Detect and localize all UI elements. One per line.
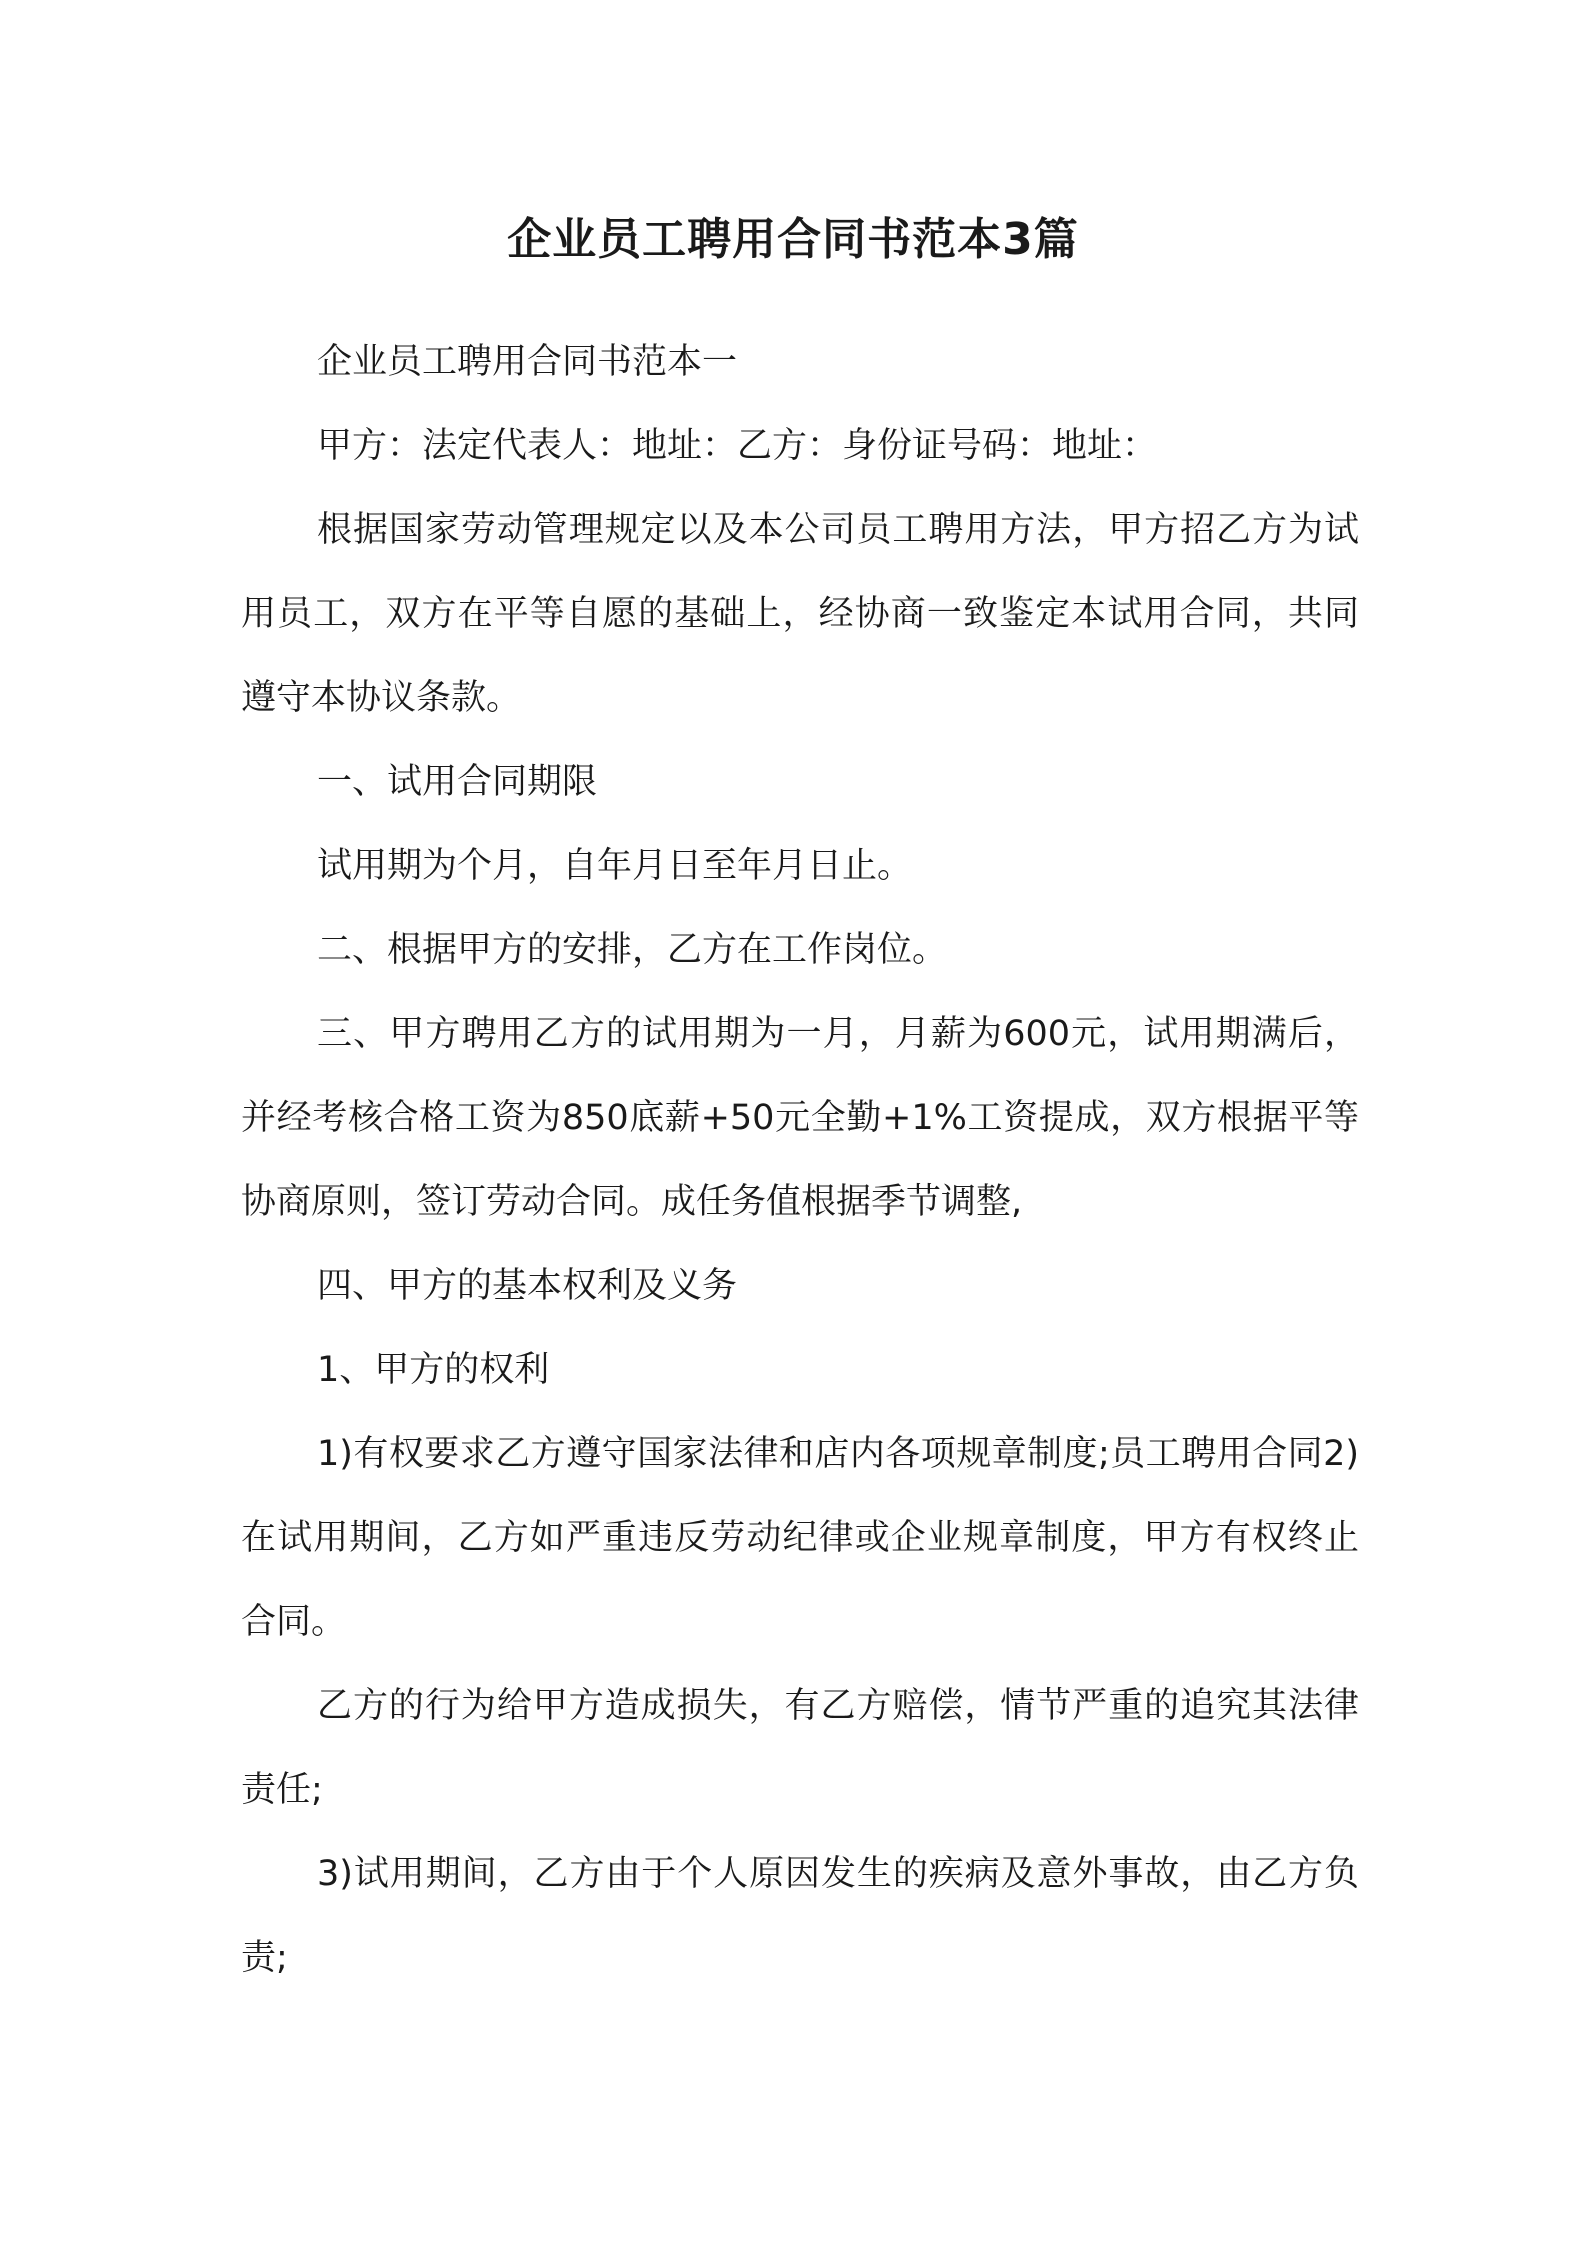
- section-heading-1: 一、试用合同期限: [317, 762, 598, 802]
- section-2-paragraph: 二、根据甲方的安排，乙方在工作岗位。: [317, 930, 948, 970]
- section-heading-4: 四、甲方的基本权利及义务: [317, 1266, 738, 1306]
- subsection-heading-rights: 1、甲方的权利: [317, 1350, 550, 1390]
- rights-item-3: 3)试用期间，乙方由于个人原因发生的疾病及意外事故，由乙方负责;: [241, 1854, 1359, 1978]
- document-title: 企业员工聘用合同书范本3篇: [507, 214, 1079, 265]
- intro-paragraph: 根据国家劳动管理规定以及本公司员工聘用方法，甲方招乙方为试用员工，双方在平等自愿的基础上，经协商一致鉴定本试用合同，共同遵守本协议条款。: [241, 510, 1359, 718]
- trial-period-paragraph: 试用期为个月，自年月日至年月日止。: [317, 846, 913, 886]
- rights-item-1-2: 1)有权要求乙方遵守国家法律和店内各项规章制度;员工聘用合同2)在试用期间，乙方如严重违反劳动纪律或企业规章制度，甲方有权终止合同。: [241, 1434, 1359, 1642]
- parties-paragraph: 甲方：法定代表人：地址：乙方：身份证号码：地址：: [317, 426, 1158, 466]
- section-3-paragraph: 三、甲方聘用乙方的试用期为一月，月薪为600元，试用期满后，并经考核合格工资为850底薪+50元全勤+1%工资提成，双方根据平等协商原则，签订劳动合同。成任务值根据季节调整,: [241, 1014, 1359, 1222]
- document-body: [241, 320, 1359, 2000]
- compensation-paragraph: 乙方的行为给甲方造成损失，有乙方赔偿，情节严重的追究其法律责任;: [241, 1686, 1359, 1810]
- subtitle-paragraph: 企业员工聘用合同书范本一: [317, 342, 738, 382]
